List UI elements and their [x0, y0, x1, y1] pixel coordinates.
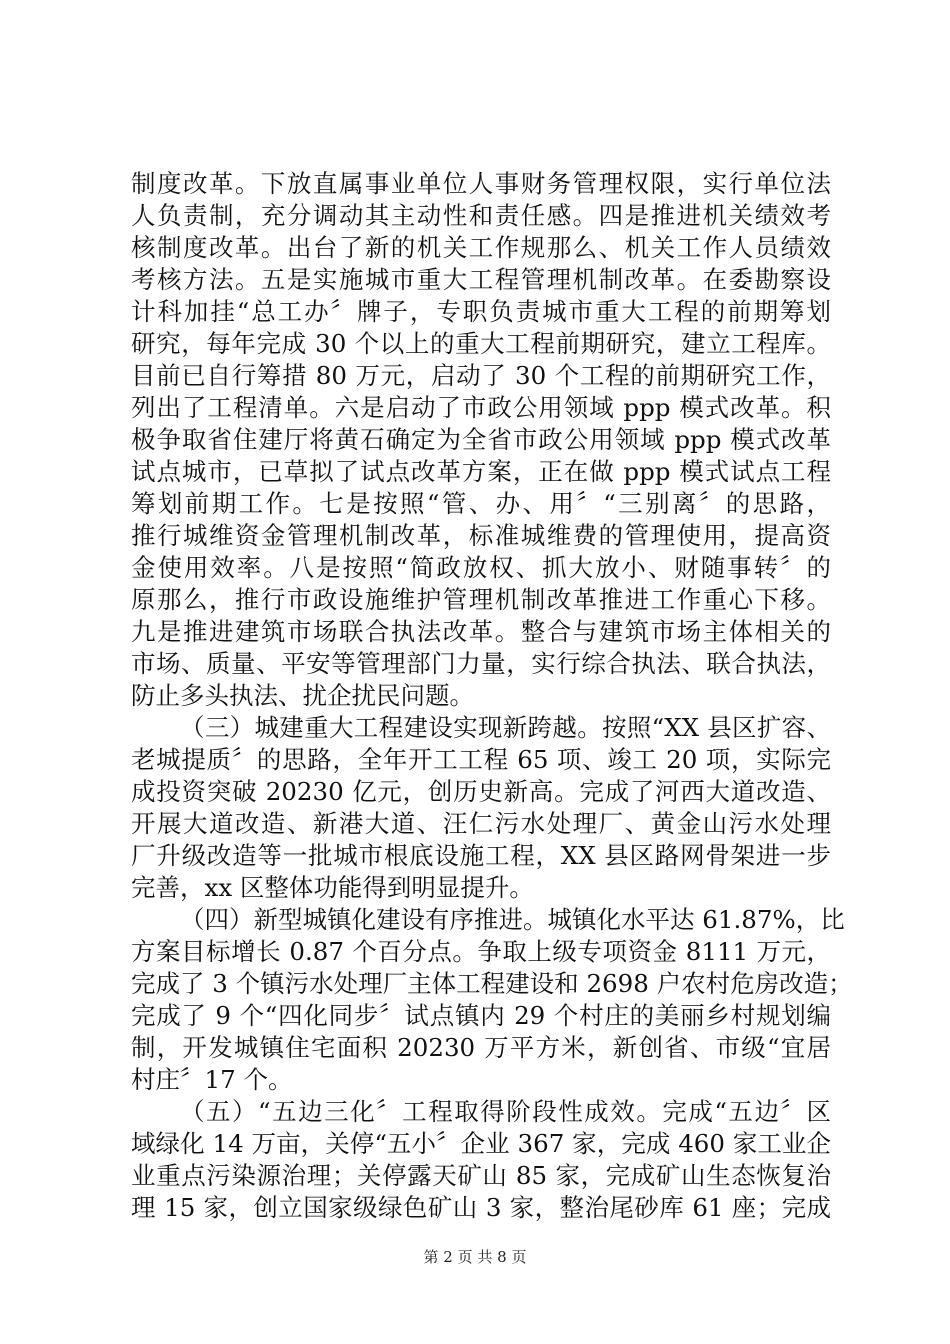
text-line: 核制度改革。出台了新的机关工作规那么、机关工作人员绩效: [131, 233, 831, 262]
text-line: 方案目标增长 0.87 个百分点。争取上级专项资金 8111 万元，: [131, 937, 831, 966]
text-line: 成投资突破 20230 亿元，创历史新高。完成了河西大道改造、: [131, 777, 831, 806]
text-line: 试点城市，已草拟了试点改革方案，正在做 ppp 模式试点工程: [131, 457, 831, 486]
text-line: 完善，xx 区整体功能得到明显提升。: [131, 873, 534, 902]
text-line: 厂升级改造等一批城市根底设施工程，XX 县区路网骨架进一步: [131, 841, 831, 870]
text-line: （五）“五边三化〞工程取得阶段性成效。完成“五边〞区: [180, 1097, 831, 1126]
text-line: 开展大道改造、新港大道、汪仁污水处理厂、黄金山污水处理: [131, 809, 831, 838]
text-line: 金使用效率。八是按照“简政放权、抓大放小、财随事转〞的: [131, 553, 831, 582]
text-line: 研究，每年完成 30 个以上的重大工程前期研究，建立工程库。: [131, 329, 831, 358]
body-text: [131, 168, 853, 1224]
text-line: （三）城建重大工程建设实现新跨越。按照“XX 县区扩容、: [180, 713, 831, 742]
text-line: 制，开发城镇住宅面积 20230 万平方米，新创省、市级“宜居: [131, 1033, 831, 1062]
text-line: 完成了 9 个“四化同步〞试点镇内 29 个村庄的美丽乡村规划编: [131, 1001, 831, 1030]
text-line: 完成了 3 个镇污水处理厂主体工程建设和 2698 户农村危房改造；: [131, 969, 853, 998]
text-line: （四）新型城镇化建设有序推进。城镇化水平达 61.87%，比: [180, 905, 845, 934]
text-line: 理 15 家，创立国家级绿色矿山 3 家，整治尾砂库 61 座；完成: [131, 1193, 831, 1222]
text-line: 筹划前期工作。七是按照“管、办、用〞“三别离〞的思路，: [131, 489, 831, 518]
text-line: 计科加挂“总工办〞牌子，专职负责城市重大工程的前期筹划: [131, 297, 831, 326]
text-line: 业重点污染源治理；关停露天矿山 85 家，完成矿山生态恢复治: [131, 1161, 831, 1190]
text-line: 考核方法。五是实施城市重大工程管理机制改革。在委勘察设: [131, 265, 831, 294]
text-line: 目前已自行筹措 80 万元，启动了 30 个工程的前期研究工作，: [131, 361, 831, 390]
text-line: 人负责制，充分调动其主动性和责任感。四是推进机关绩效考: [131, 201, 831, 230]
text-line: 防止多头执法、扰企扰民问题。: [131, 681, 474, 710]
text-line: 九是推进建筑市场联合执法改革。整合与建筑市场主体相关的: [131, 617, 831, 646]
text-line: 制度改革。下放直属事业单位人事财务管理权限，实行单位法: [131, 169, 831, 198]
page-footer: 第 2 页 共 8 页: [423, 1248, 527, 1266]
text-line: 推行城维资金管理机制改革，标准城维费的管理使用，提高资: [131, 521, 831, 550]
text-line: 市场、质量、平安等管理部门力量，实行综合执法、联合执法，: [131, 649, 831, 678]
text-line: 老城提质〞的思路，全年开工工程 65 项、竣工 20 项，实际完: [131, 745, 831, 774]
text-line: 原那么，推行市政设施维护管理机制改革推进工作重心下移。: [131, 585, 831, 614]
text-line: 列出了工程清单。六是启动了市政公用领域 ppp 模式改革。积: [131, 393, 831, 422]
text-line: 域绿化 14 万亩，关停“五小〞企业 367 家，完成 460 家工业企: [131, 1129, 831, 1158]
text-line: 极争取省住建厅将黄石确定为全省市政公用领域 ppp 模式改革: [131, 425, 831, 454]
text-line: 村庄〞17 个。: [131, 1065, 293, 1094]
